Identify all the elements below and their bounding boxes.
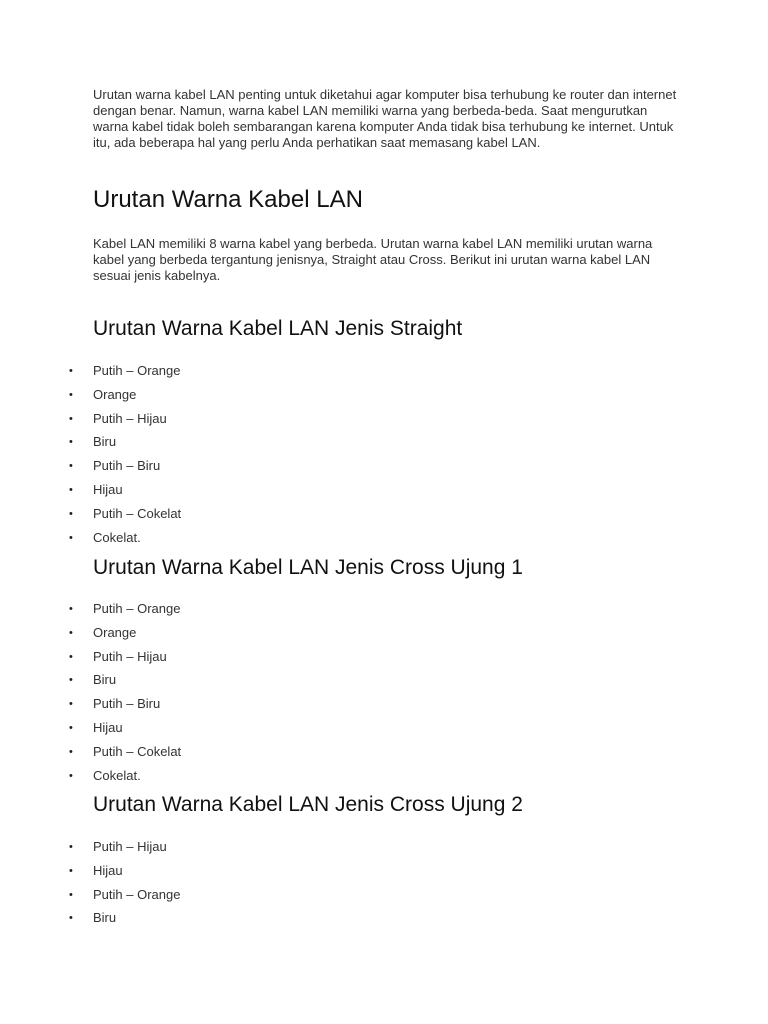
list-item xyxy=(0,839,600,863)
bullet-icon: • xyxy=(69,912,73,925)
list-item xyxy=(0,863,600,887)
list-item-label: Putih – Orange xyxy=(93,601,181,616)
bullet-icon: • xyxy=(69,436,73,449)
bullet-icon: • xyxy=(69,698,73,711)
list-item-label: Biru xyxy=(93,434,117,450)
list-item xyxy=(0,720,600,744)
list-item-label: Hijau xyxy=(93,719,123,735)
bullet-icon: • xyxy=(69,412,73,425)
list-item-label: Hijau xyxy=(93,481,123,497)
list-item xyxy=(0,458,600,482)
bullet-icon: • xyxy=(69,769,73,782)
list-item xyxy=(0,672,600,696)
list-item xyxy=(0,434,600,458)
section-heading-cross-2: Urutan Warna Kabel LAN Jenis Cross Ujung 2 xyxy=(93,793,523,816)
bullet-icon: • xyxy=(69,460,73,473)
bullet-icon: • xyxy=(69,388,73,401)
description-paragraph: Kabel LAN memiliki 8 warna kabel yang berbeda. Urutan warna kabel LAN memiliki urutan warna kabel yang berbeda tergantung jenisnya, Straight atau Cross. Berikut ini urutan warna kabel LAN sesuai jenis kabelnya. xyxy=(93,236,653,283)
list-item-label: Putih – Cokelat xyxy=(93,505,182,521)
straight-color-list xyxy=(0,363,600,553)
bullet-icon: • xyxy=(69,650,73,663)
list-item-label: Biru xyxy=(93,910,117,926)
list-item-label: Hijau xyxy=(93,862,123,878)
list-item-label: Orange xyxy=(93,386,137,402)
list-item xyxy=(0,887,600,911)
bullet-icon: • xyxy=(69,507,73,520)
list-item-label: Putih – Cokelat xyxy=(93,743,182,759)
list-item-label: Putih – Biru xyxy=(93,696,161,712)
list-item-label: Putih – Hijau xyxy=(93,839,167,854)
intro-paragraph: Urutan warna kabel LAN penting untuk diketahui agar komputer bisa terhubung ke router dan internet dengan benar. Namun, warna kabel LAN memiliki warna yang berbeda-beda. Saat mengurutkan warna kabel tidak boleh sembarangan karena komputer Anda tidak bisa terhubung ke internet. Untuk itu, ada beberapa hal yang perlu Anda perhatikan saat memasang kabel LAN. xyxy=(93,87,677,150)
list-item xyxy=(0,363,600,387)
list-item xyxy=(0,387,600,411)
list-item-label: Putih – Hijau xyxy=(93,410,167,426)
section-heading-cross-1: Urutan Warna Kabel LAN Jenis Cross Ujung 1 xyxy=(93,556,523,579)
list-item xyxy=(0,744,600,768)
bullet-icon: • xyxy=(69,626,73,639)
list-item-label: Putih – Biru xyxy=(93,458,161,474)
bullet-icon: • xyxy=(69,864,73,877)
bullet-icon: • xyxy=(69,841,73,853)
list-item xyxy=(0,696,600,720)
cross-2-color-list xyxy=(0,839,600,934)
bullet-icon: • xyxy=(69,888,73,901)
bullet-icon: • xyxy=(69,365,73,377)
bullet-icon: • xyxy=(69,721,73,734)
list-item-label: Putih – Hijau xyxy=(93,648,167,664)
list-item xyxy=(0,506,600,530)
list-item-label: Cokelat. xyxy=(93,767,141,783)
list-item xyxy=(0,482,600,506)
list-item-label: Biru xyxy=(93,672,117,688)
bullet-icon: • xyxy=(69,531,73,544)
list-item-label: Putih – Orange xyxy=(93,363,181,378)
list-item xyxy=(0,910,600,934)
list-item xyxy=(0,649,600,673)
list-item xyxy=(0,530,600,554)
cross-1-color-list xyxy=(0,601,600,791)
list-item-label: Cokelat. xyxy=(93,529,141,545)
bullet-icon: • xyxy=(69,674,73,687)
list-item xyxy=(0,625,600,649)
bullet-icon: • xyxy=(69,603,73,615)
bullet-icon: • xyxy=(69,745,73,758)
list-item-label: Putih – Orange xyxy=(93,886,181,902)
list-item xyxy=(0,601,600,625)
list-item xyxy=(0,411,600,435)
main-heading: Urutan Warna Kabel LAN xyxy=(93,186,363,213)
list-item-label: Orange xyxy=(93,624,137,640)
section-heading-straight: Urutan Warna Kabel LAN Jenis Straight xyxy=(93,317,463,340)
list-item xyxy=(0,768,600,792)
bullet-icon: • xyxy=(69,483,73,496)
